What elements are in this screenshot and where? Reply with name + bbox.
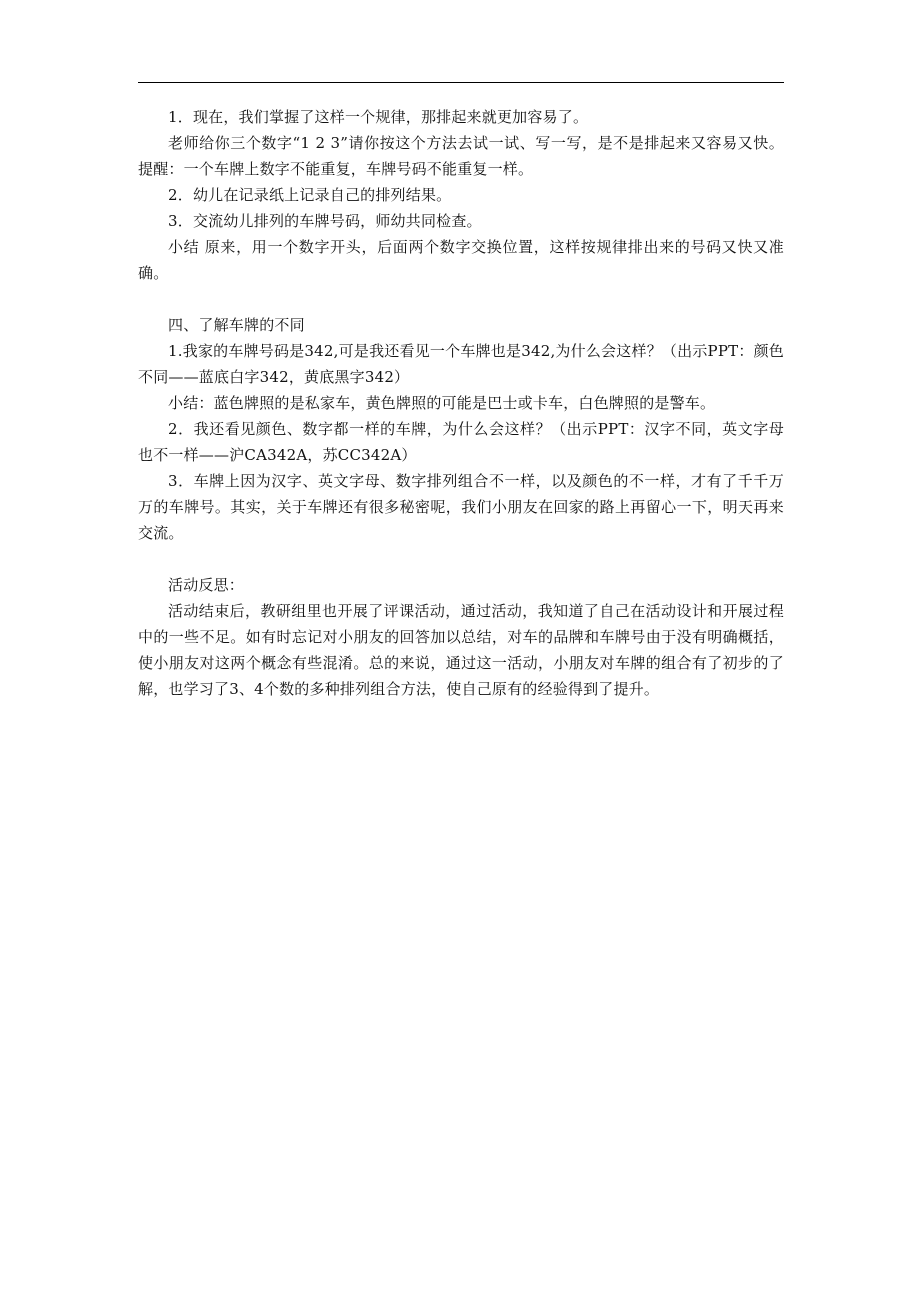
paragraph-plate-question-2: 2．我还看见颜色、数字都一样的车牌，为什么会这样？（出示PPT：汉字不同，英文字母也不一样——沪CA342A，苏CC342A） [138,420,784,464]
blank-line [138,546,784,572]
reflection-heading: 活动反思： [168,576,245,594]
reflection-body: 活动结束后，教研组里也开展了评课活动，通过活动，我知道了自己在活动设计和开展过程中的一些不足。如有时忘记对小朋友的回答加以总结，对车的品牌和车牌号由于没有明确概括，使小朋友对这两个概念有些混淆。总的来说，通过这一活动，小朋友对车牌的组合有了初步的了解，也学习了3、4个数的多种排列组合方法，使自己原有的经验得到了提升。 [138,602,784,698]
paragraph-step-2: 2．幼儿在记录纸上记录自己的排列结果。 [168,186,452,204]
paragraph-step-3: 3．交流幼儿排列的车牌号码，师幼共同检查。 [168,212,482,230]
paragraph-plate-conclusion: 3．车牌上因为汉字、英文字母、数字排列组合不一样，以及颜色的不一样，才有了千千万万的车牌号。其实，关于车牌还有很多秘密呢，我们小朋友在回家的路上再留心一下，明天再来交流。 [138,472,784,542]
blank-line [138,286,784,312]
paragraph-summary-1: 小结 原来，用一个数字开头，后面两个数字交换位置，这样按规律排出来的号码又快又准确。 [138,238,784,282]
paragraph-summary-2: 小结：蓝色牌照的是私家车，黄色牌照的可能是巴士或卡车，白色牌照的是警车。 [168,394,716,412]
document-body [138,104,784,702]
section-heading: 四、了解车牌的不同 [168,316,305,334]
paragraph-step-1: 1．现在，我们掌握了这样一个规律，那排起来就更加容易了。 [168,108,589,126]
paragraph-teacher-instruction: 老师给你三个数字“1 2 3”请你按这个方法去试一试、写一写，是不是排起来又容易又快。提醒：一个车牌上数字不能重复，车牌号码不能重复一样。 [138,134,784,178]
header-rule [138,82,784,83]
paragraph-plate-question-1: 1.我家的车牌号码是342,可是我还看见一个车牌也是342,为什么会这样？（出示PPT：颜色不同——蓝底白字342，黄底黑字342） [138,342,784,386]
